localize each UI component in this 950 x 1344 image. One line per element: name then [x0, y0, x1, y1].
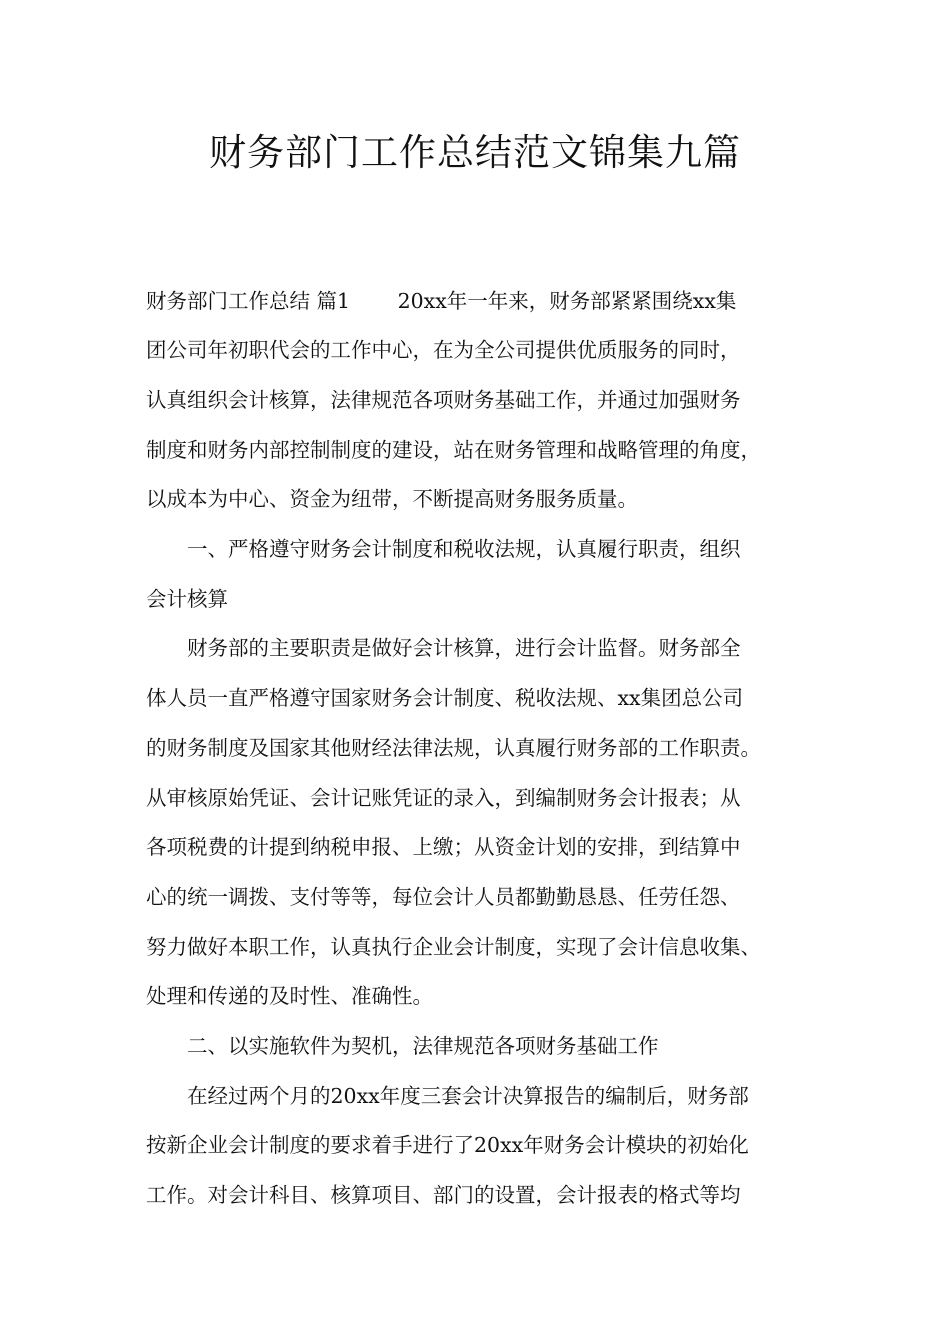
body-line-10: 的财务制度及国家其他财经法律法规，认真履行财务部的工作职责。	[146, 736, 761, 760]
body-line-3: 认真组织会计核算，法律规范各项财务基础工作，并通过加强财务	[146, 388, 741, 412]
body-line-4: 制度和财务内部控制制度的建设，站在财务管理和战略管理的角度，	[146, 438, 761, 462]
section-heading-1: 一、严格遵守财务会计制度和税收法规，认真履行职责，组织	[146, 537, 741, 561]
section-heading-1-cont: 会计核算	[146, 587, 228, 611]
body-line-5: 以成本为中心、资金为纽带，不断提高财务服务质量。	[146, 487, 638, 511]
body-line-11: 从审核原始凭证、会计记账凭证的录入，到编制财务会计报表；从	[146, 786, 741, 810]
body-line-8: 财务部的主要职责是做好会计核算，进行会计监督。财务部全	[146, 636, 741, 660]
body-line-14: 努力做好本职工作，认真执行企业会计制度，实现了会计信息收集、	[146, 935, 761, 959]
body-line-19: 工作。对会计科目、核算项目、部门的设置，会计报表的格式等均	[146, 1183, 741, 1207]
body-line-12: 各项税费的计提到纳税申报、上缴；从资金计划的安排，到结算中	[146, 835, 741, 859]
body-line-15: 处理和传递的及时性、准确性。	[146, 984, 433, 1008]
body-line-17: 在经过两个月的20xx年度三套会计决算报告的编制后，财务部	[146, 1084, 749, 1108]
body-line-13: 心的统一调拨、支付等等，每位会计人员都勤勤恳恳、任劳任怨、	[146, 885, 741, 909]
body-line-2: 团公司年初职代会的工作中心，在为全公司提供优质服务的同时，	[146, 338, 741, 362]
body-line-9: 体人员一直严格遵守国家财务会计制度、税收法规、xx集团总公司	[146, 686, 744, 710]
document-title: 财务部门工作总结范文锦集九篇	[209, 131, 741, 174]
section-heading-2: 二、以实施软件为契机，法律规范各项财务基础工作	[146, 1034, 659, 1058]
body-line-1: 财务部门工作总结 篇1 20xx年一年来，财务部紧紧围绕xx集	[146, 289, 737, 313]
body-line-18: 按新企业会计制度的要求着手进行了20xx年财务会计模块的初始化	[146, 1133, 749, 1157]
